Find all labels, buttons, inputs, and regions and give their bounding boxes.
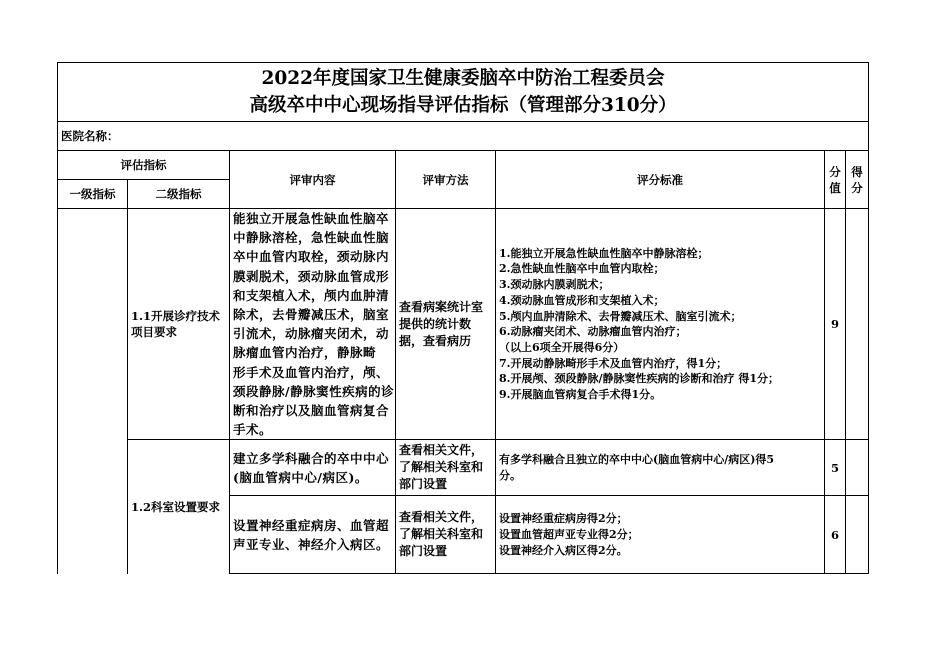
header-score-got: 得 分 xyxy=(846,151,869,209)
score-value-cell: 5 xyxy=(825,440,846,496)
level2-cell: 1.2科室设置要求 xyxy=(128,440,230,574)
score-value-cell: 6 xyxy=(825,496,846,574)
hospital-name-row xyxy=(58,122,869,151)
table-row xyxy=(58,440,869,496)
content-cell: 建立多学科融合的卒中中心 (脑血管病中心/病区)。 xyxy=(230,440,396,496)
evaluation-sheet xyxy=(57,62,868,574)
level1-cell xyxy=(58,209,128,574)
header-method: 评审方法 xyxy=(396,151,496,209)
criteria-cell: 有多学科融合且独立的卒中中心(脑血管病中心/病区)得5 分。 xyxy=(496,440,825,496)
criteria-cell: 1.能独立开展急性缺血性脑卒中静脉溶栓； 2.急性缺血性脑卒中血管内取栓； 3.颈动脉内膜剥脱术； 4.颈动脉血管成形和支架植入术； 5.颅内血肿清除术、去骨瓣减压术、脑室引流术； 6.动脉瘤夹闭术、动脉瘤血管内治疗； （以上6项全开展得6分） 7.开展动静脉畸形手术及血管内治疗，得1分； 8.开展颅、颈段静脉/静脉窦性疾病的诊断和治疗 得1分； 9.开展脑血管病复合手术得1分。 xyxy=(496,209,825,440)
evaluation-table xyxy=(57,62,869,574)
method-cell: 查看相关文件， 了解相关科室和 部门设置 xyxy=(396,496,496,574)
title-line-2: 高级卒中中心现场指导评估指标（管理部分310分） xyxy=(249,95,677,116)
header-content: 评审内容 xyxy=(230,151,396,209)
level2-cell: 1.1开展诊疗技术 项目要求 xyxy=(128,209,230,440)
score-got-cell[interactable] xyxy=(846,209,869,440)
title-line-1: 2022年度国家卫生健康委脑卒中防治工程委员会 xyxy=(261,68,665,89)
score-got-cell[interactable] xyxy=(846,440,869,496)
method-cell: 查看病案统计室 提供的统计数 据，查看病历 xyxy=(396,209,496,440)
content-cell: 能独立开展急性缺血性脑卒 中静脉溶栓，急性缺血性脑 卒中血管内取栓，颈动脉内 膜剥脱术，颈动脉血管成形 和支架植入术，颅内血肿清 除术，去骨瓣减压术，脑室 引流术，动脉瘤夹闭术，动 脉瘤血管内治疗，静脉畸 形手术及血管内治疗，颅、 颈段静脉/静脉窦性疾病的诊 断和治疗以及脑血管病复合 手术。 xyxy=(230,209,396,440)
method-cell: 查看相关文件， 了解相关科室和 部门设置 xyxy=(396,440,496,496)
score-got-cell[interactable] xyxy=(846,496,869,574)
table-row xyxy=(58,209,869,440)
score-value-cell: 9 xyxy=(825,209,846,440)
hospital-name-label: 医院名称： xyxy=(61,129,119,143)
header-level2: 二级指标 xyxy=(128,180,230,209)
document-title xyxy=(58,63,869,122)
header-criteria: 评分标准 xyxy=(496,151,825,209)
header-score-value: 分 值 xyxy=(825,151,846,209)
header-indicators: 评估指标 xyxy=(58,151,230,180)
criteria-cell: 设置神经重症病房得2分； 设置血管超声亚专业得2分； 设置神经介入病区得2分。 xyxy=(496,496,825,574)
header-level1: 一级指标 xyxy=(58,180,128,209)
content-cell: 设置神经重症病房、血管超 声亚专业、神经介入病区。 xyxy=(230,496,396,574)
